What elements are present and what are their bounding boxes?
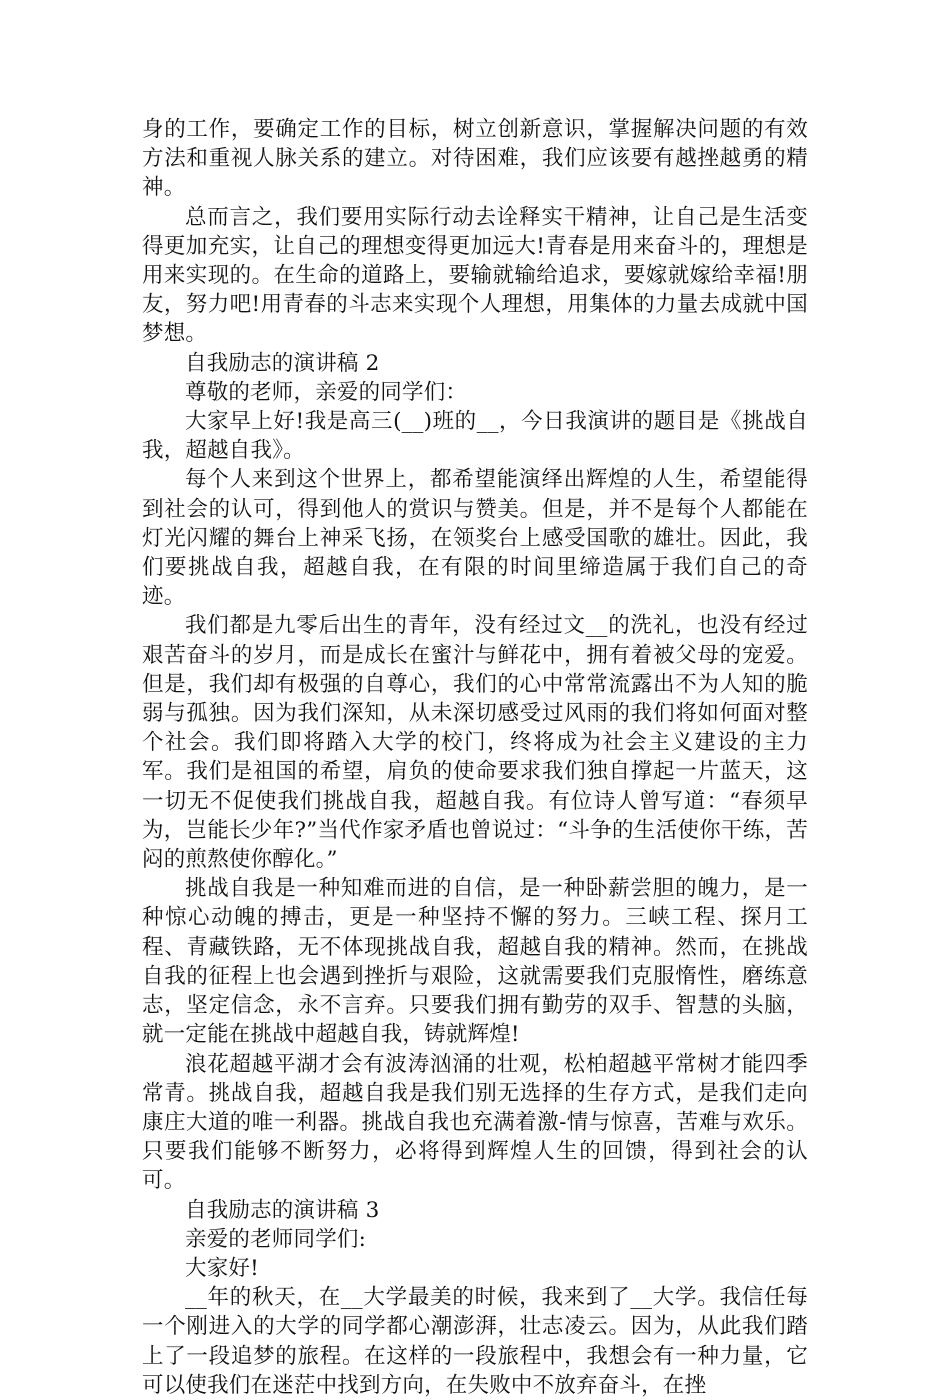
paragraph-3: 大家早上好!我是高三(__)班的__，今日我演讲的题目是《挑战自我，超越自我》。 bbox=[142, 409, 808, 464]
salutation-2: 尊敬的老师，亲爱的同学们： bbox=[185, 379, 468, 405]
greeting-3: 大家好! bbox=[185, 1255, 259, 1281]
paragraph-5: 我们都是九零后出生的青年，没有经过文__的洗礼，也没有经过艰苦奋斗的岁月，而是成长在蜜汁与鲜花中，拥有着被父母的宠爱。但是，我们却有极强的自尊心，我们的心中常常流露出不为人知的脆弱与孤独。因为我们深知，从未深切感受过风雨的我们将如何面对整个社会。我们即将踏入大学的校门，终将成为社会主义建设的主力军。我们是祖国的希望，肩负的使命要求我们独自撑起一片蓝天，这一切无不促使我们挑战自我，超越自我。有位诗人曾写道：“春须早为，岂能长少年?”当代作家矛盾也曾说过：“斗争的生活使你干练，苦闷的煎熬使你醇化。” bbox=[142, 613, 808, 873]
paragraph-7: 浪花超越平湖才会有波涛汹涌的壮观，松柏超越平常树才能四季常青。挑战自我，超越自我是我们别无选择的生存方式，是我们走向康庄大道的唯一利器。挑战自我也充满着激-情与惊喜，苦难与欢乐。只要我们能够不断努力，必将得到辉煌人生的回馈，得到社会的认可。 bbox=[142, 1051, 808, 1194]
paragraph-8: __年的秋天，在__大学最美的时候，我来到了__大学。我信任每一个刚进入的大学的同学都心潮澎湃，壮志凌云。因为，从此我们踏上了一段追梦的旅程。在这样的一段旅程中，我想会有一种力量，它可以使我们在迷茫中找到方向，在失败中不放弃奋斗，在挫 bbox=[142, 1285, 808, 1398]
paragraph-2: 总而言之，我们要用实际行动去诠释实干精神，让自己是生活变得更加充实，让自己的理想变得更加远大!青春是用来奋斗的，理想是用来实现的。在生命的道路上，要输就输给追求，要嫁就嫁给幸福!朋友，努力吧!用青春的斗志来实现个人理想，用集体的力量去成就中国梦想。 bbox=[142, 204, 808, 347]
salutation-3: 亲爱的老师同学们: bbox=[185, 1226, 367, 1252]
section-heading-2: 自我励志的演讲稿 2 bbox=[185, 350, 380, 376]
section-heading-3: 自我励志的演讲稿 3 bbox=[185, 1197, 380, 1223]
paragraph-4: 每个人来到这个世界上，都希望能演绎出辉煌的人生，希望能得到社会的认可，得到他人的赏识与赞美。但是，并不是每个人都能在灯光闪耀的舞台上神采飞扬，在领奖台上感受国歌的雄壮。因此，我们要挑战自我，超越自我，在有限的时间里缔造属于我们自己的奇迹。 bbox=[142, 467, 808, 610]
document-body bbox=[142, 115, 808, 1400]
paragraph-1: 身的工作，要确定工作的目标，树立创新意识，掌握解决问题的有效方法和重视人脉关系的建立。对待困难，我们应该要有越挫越勇的精神。 bbox=[142, 117, 808, 201]
paragraph-6: 挑战自我是一种知难而进的自信，是一种卧薪尝胆的魄力，是一种惊心动魄的搏击，更是一种坚持不懈的努力。三峡工程、探月工程、青藏铁路，无不体现挑战自我，超越自我的精神。然而，在挑战自我的征程上也会遇到挫折与艰险，这就需要我们克服惰性，磨练意志，坚定信念，永不言弃。只要我们拥有勤劳的双手、智慧的头脑，就一定能在挑战中超越自我，铸就辉煌! bbox=[142, 876, 808, 1048]
